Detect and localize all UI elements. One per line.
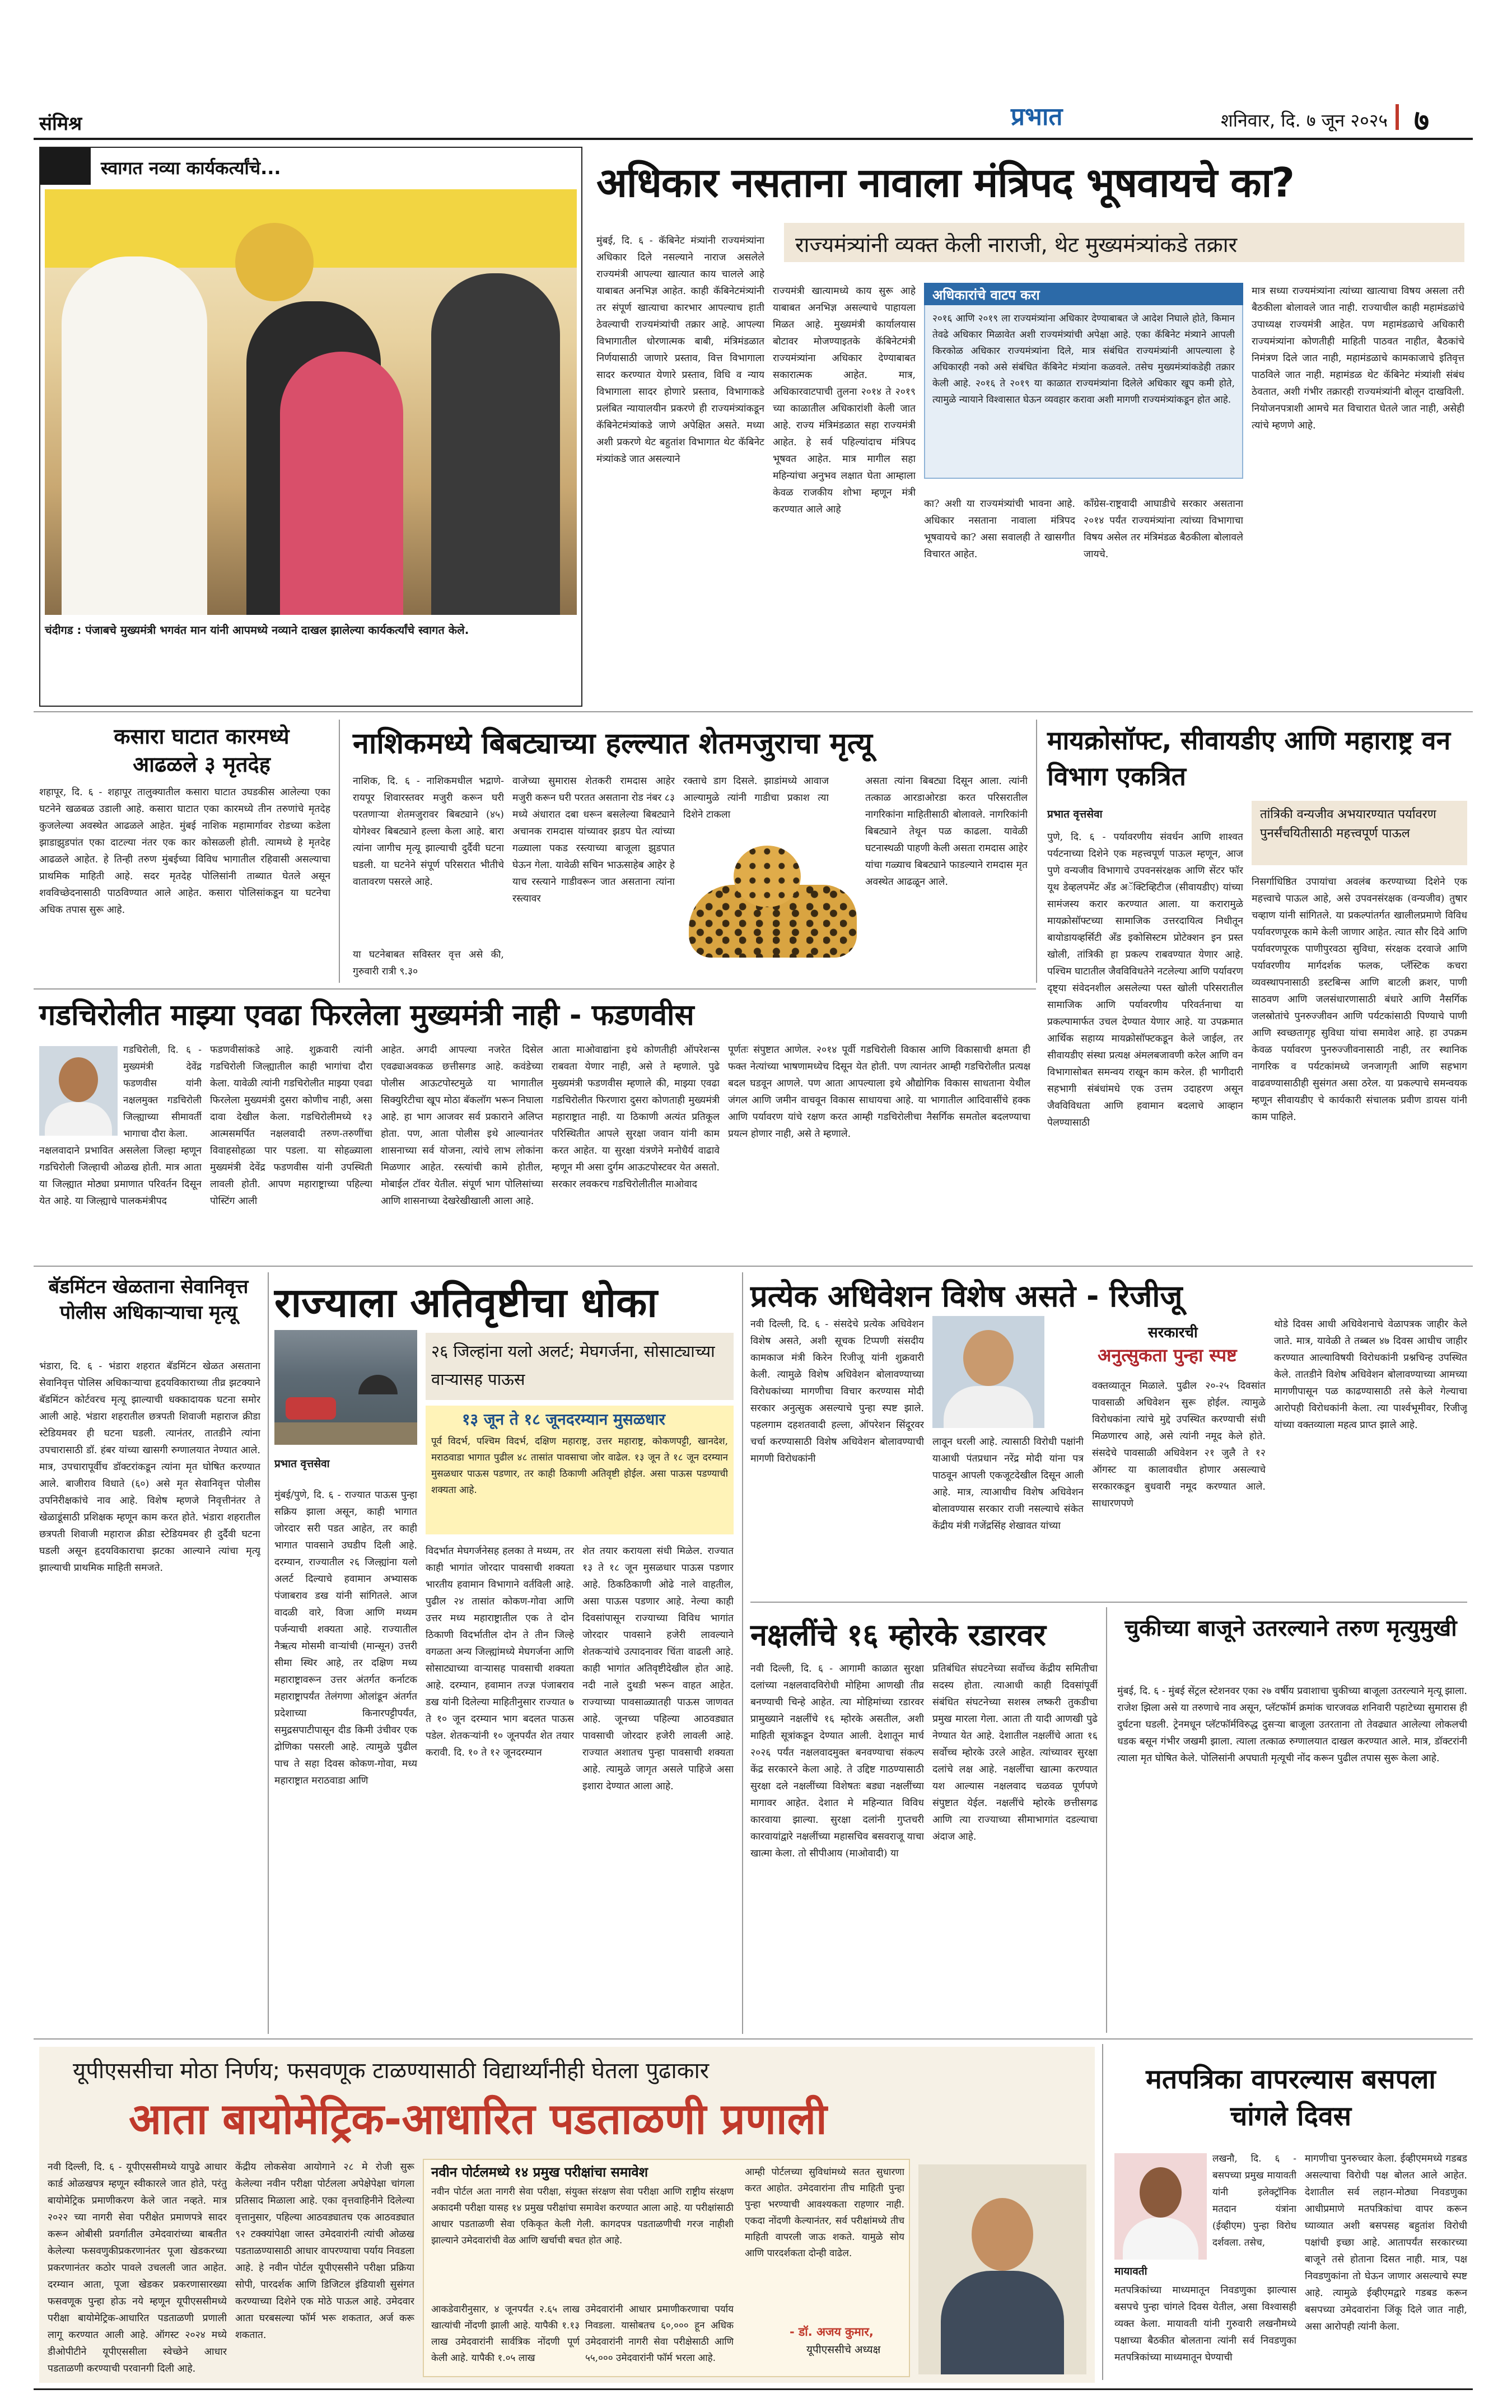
mayawati-caption: मायावती [1114,2265,1147,2278]
rijiju-col-2: लावून धरली आहे. त्यासाठी विरोधी पक्षांनी याआधी पंतप्रधान नरेंद्र मोदी यांना पत्र पाठवून आपली एकजूटदेखील दिसून आली आहे. मात्र, त्याआधीच विशेष अधिवेशन बोलावण्यास सरकार राजी नसल्याचे संकेत केंद्रीय मंत्री गजेंद्रसिंह शेखावत यांच्या [932,1436,1084,1532]
ballot-col-1-side: लखनौ, दि. ६ - बसपच्या प्रमुख मायावती यांनी इलेक्ट्रॉनिक मतदान यंत्रांना (ईव्हीएम) पुन्हा विरोध दर्शवला. तसेच, [1212,2153,1296,2248]
lead-headline: अधिकार नसताना नावाला मंत्रिपद भूषवायचे का? [596,159,1295,206]
gadchiroli-col-5: पूर्णतः संपुष्टात आणेल. २०१४ पूर्वी गडचिरोली विकास आणि विकासाची क्षमता ही फक्त नेत्यांच्या भाषणामध्येच दिसून येत होती. पण त्यानंतर आम्ही गडचिरोलीत प्रत्यक्ष बदल घडवून आणले. पण आता आपल्याला इथे औद्योगिक विकास साधताना येथील जंगल आणि जमीन वाचवून विकास साधायचा आहे. या भागातील आदिवासींचे हक्क आणि पर्यावरण यांचे रक्षण करत आम्ही गडचिरोलीचा नैसर्गिक समतोल बदलण्याचा प्रयत्न होणार नाही, असे ते म्हणाले. [728,1044,1030,1140]
gadchiroli-headline: गडचिरोलीत माझ्या एवढा फिरलेला मुख्यमंत्री नाही - फडणवीस [39,998,694,1032]
ajay-kumar-body [941,2271,1064,2374]
page-date: शनिवार, दि. ७ जून २०२५ [1221,110,1388,131]
gadchiroli-col-4: आता माओवाद्यांना इथे कोणतीही ऑपरेशन्स राबवता येणार नाही, असे ते म्हणाले. पुढे मुख्यमंत्री फडणवीस म्हणाले की, माझ्या एवढा गडचिरोलीत फिरणारा दुसरा कोणताही मुख्यमंत्री महाराष्ट्रात नाही. या ठिकाणी अत्यंत प्रतिकूल परिस्थितीत आपले सुरक्षा जवान यांनी काम करत आहेत. या सुरक्षा यंत्रणेने मनोधैर्य वाढावे म्हणून मी असा दुर्गम आऊटपोस्टवर येत असतो. सरकार लवकरच गडचिरोलीतील माओवाद [552,1044,720,1190]
leopard-col-4: असता त्यांना बिबट्या दिसून आला. त्यांनी तत्काळ आरडाओरडा करत परिसरातील नागरिकांना माहितीसाठी बोलावले. नागरिकांनी बिबट्याने तेथून पळ काढला. यावेळी घटनास्थळी पाहणी केली असता रामदास आहेर यांचा गळ्याच बिबट्याने फाडल्याने रामदास मृत अवस्थेत आढळून आले. [865,776,1028,888]
footer-rule [34,2388,1473,2390]
masthead-rule [34,138,1473,140]
rain-headline: राज्याला अतिवृष्टीचा धोका [274,1279,657,1326]
rijiju-col-3: वक्तव्यातून मिळाले. पुढील २०-२५ दिवसांत पावसाळी अधिवेशन सुरू होईल. त्यामुळे विरोधकांना त्यांचे मुद्दे उपस्थित करण्याची संधी मिळणारच आहे, असे त्यांनी नमूद केले होते. संसदेचे पावसाळी अधिवेशन २१ जुलै ते १२ ऑगस्ट या कालावधीत होणार असल्याचे सरकारकडून बुधवारी नमूद करण्यात आले. साधारणपणे [1092,1380,1266,1509]
leopard-head [734,846,801,907]
rijiju-body [944,1386,1033,1428]
rain-col-2: विदर्भात मेघगर्जनेसह हलका ते मध्यम, तर काही भागांत जोरदार पावसाची शक्यता भारतीय हवामान विभागाने वर्तविली आहे. पुढील २४ तासांत कोकण-गोवा आणि उत्तर मध्य महाराष्ट्रातील एक ते दोन ठिकाणी विदर्भातील दोन ते तीन जिल्हे वगळता अन्य जिल्ह्यांमध्ये मेघगर्जना आणि सोसाट्याच्या वाऱ्यासह पावसाची शक्यता आहे. दरम्यान, हवामान तज्ज्ञ पंजाबराव डख यांनी दिलेल्या माहितीनुसार राज्यात ७ ते १० जून दरम्यान भाग बदलत पाऊस पडेल. शेतकऱ्यांनी १० जूनपर्यंत शेत तयार करावी. दि. १० ते १२ जूनदरम्यान [426,1546,574,1758]
ajay-kumar-face [972,2198,1033,2271]
upsc-quote-title: यूपीएससीचे अध्यक्ष [806,2344,881,2356]
leopard-col-3: रक्ताचे डाग दिसले. झाडांमध्ये आवाज आल्यामुळे त्यांनी गाडीचा प्रकाश त्या दिशेने टाकला [683,776,829,820]
lead-col-1: मुंबई, दि. ६ - कॅबिनेट मंत्र्यांनी राज्यमंत्र्यांना अधिकार दिले नसल्याने नाराज असलेले राज्यमंत्री आपल्या खात्यात काय चालले आहे याबाबत अनभिज्ञ आहेत. काही कॅबिनेटमंत्र्यांनी तर संपूर्ण खात्याचा कारभार आपल्याच हाती ठेवल्याची राज्यमंत्र्यांची तक्रार आहे. आपल्या विभागातील धोरणात्मक बाबी, मंत्रिमंडळात निर्णयासाठी जाणारे प्रस्ताव, वित्त विभागाला सादर करण्यात येणारे प्रस्ताव, विधि व न्याय विभागाला सादर होणारे प्रस्ताव, विभागाकडे प्रलंबित न्यायालयीन प्रकरणे ही राज्यमंत्र्यांकडून कॅबिनेटमंत्र्यांकडे जाणे अपेक्षित असते. मध्या अशी प्रकरणे थेट बहुतांश विभागात थेट कॅबिनेट मंत्र्यांकडे जात असल्याने [596,235,764,465]
accident-headline: चुकीच्या बाजूने उतरल्याने तरुण मृत्युमुखी [1124,1616,1457,1641]
divider-v2 [1036,720,1037,983]
date-divider [1396,104,1399,130]
upsc-quote-name: - डॉ. अजय कुमार, [790,2325,874,2339]
section-label: संमिश्र [39,113,82,135]
naxal-col-2: प्रतिबंधित संघटनेच्या सर्वोच्च केंद्रीय समितीचा सदस्य होता. त्याआधी काही दिवसांपूर्वी संबंधित संघटनेच्या सशस्त्र लष्करी तुकडीचा प्रमुख मारला गेला. आता ती यादी आणखी पुढे नेण्यात येत आहे. देशातील नक्षलींचे आता १६ सर्वोच्च म्होरके उरले आहेत. त्यांच्यावर सुरक्षा दलांचे लक्ष आहे. नक्षलींचा खात्मा करण्यात यश आल्यास नक्षलवाद चळवळ पूर्णपणे संपुष्टात येईल. नक्षलींचे म्होरके छत्तीसगढ आणि त्या राज्याच्या सीमाभागांत दडल्याचा अंदाज आहे. [932,1663,1098,1842]
microsoft-col-2: निसर्गाधिष्ठित उपायांचा अवलंब करण्याच्या दिशेने एक महत्त्वाचे पाऊल आहे, असे उपवनसंरक्षक (वन्यजीव) तुषार चव्हाण यांनी सांगितले. या प्रकल्पांतर्गत खालीलप्रमाणे विविध पर्यावरणपूरक कामे केली जाणार आहेत. त्यात सौर दिवे आणि पर्यावरणपूरक पाणीपुरवठा सुविधा, संरक्षक दरवाजे आणि पर्यावरणीय मार्गदर्शक फलक, प्लॅस्टिक कचरा व्यवस्थापनासाठी डस्टबिन्स आणि बाटली क्रशर, पाणी साठवण आणि जलसंधारणासाठी बंधारे आणि नैसर्गिक जलस्रोतांचे पुनरुज्जीवन आणि पर्यटकांसाठी पिण्याचे पाणी आणि स्वच्छतागृह सुविधा यांचा समावेश आहे. हा उपक्रम केवळ पर्यावरण पुनरुज्जीवनासाठी नाही, तर स्थानिक नागरिक व पर्यटकांमध्ये जनजागृती आणि सहभाग वाढवण्यासाठीही सुसंगत असा ठरेल. या प्रकल्पाचे समन्वयक म्हणून सीवायडीए चे कार्यकारी संचालक प्रवीण डायस यांनी काम पाहिले. [1252,876,1467,1123]
rain-car-shape [286,1397,336,1420]
gadchiroli-col-2: फडणवीसांकडे आहे. शुक्रवारी त्यांनी गडचिरोली जिल्ह्यातील काही भागांचा दौरा केला. यावेळी त्यांनी गडचिरोलीत माझ्या एवढा फिरलेला मुख्यमंत्री दुसरा कोणीच नाही, असा दावा देखील केला. गडचिरोलीमध्ये १३ आत्मसमर्पित नक्षलवादी तरुण-तरुणींचा विवाहसोहळा पार पडला. या सोहळ्याला मुख्यमंत्री देवेंद्र फडणवीस यांनी उपस्थिती लावली होती. आपण महाराष्ट्राच्या पहिल्या पोस्टिंग आली [210,1044,372,1207]
rain-box-title: १३ जून ते १८ जूनदरम्यान मुसळधार [462,1410,665,1429]
kasara-body: शहापूर, दि. ६ - शहापूर तालुक्यातील कसारा घाटात उघडकीस आलेल्या एका घटनेने खळबळ उडाली आहे. कसारा घाटात एका कारमध्ये तीन तरुणांचे मृतदेह कुजलेल्या अवस्थेत आढळले आहेत. मुंबई नाशिक महामार्गावर रोडच्या कडेला झाडाझुडपांत एका दाटल्या नंतर एक कार कोसळली होती. त्यामध्ये हे मृतदेह आढळले आहेत. हे तिन्ही तरुण मुंबईच्या विविध भागातील रहिवासी असल्याचा प्राथमिक माहिती आहे. सदर मृतदेह पोलिसांनी ताब्यात घेतले असून शवविच्छेदनासाठी पाठविण्यात आले आहेत. कसारा पोलिसांकडून या घटनेचा अधिक तपास सुरू आहे. [39,787,330,916]
page-number: ७ [1414,104,1430,138]
divider-v1 [339,720,340,983]
rijiju-col-1: नवी दिल्ली, दि. ६ - संसदेचे प्रत्येक अधिवेशन विशेष असते, अशी सूचक टिप्पणी संसदीय कामकाज मंत्री किरेन रिजीजू यांनी शुक्रवारी केली. त्यामुळे विशेष अधिवेशन बोलावण्याच्या विरोधकांच्या मागणीचा विचार करण्यास मोदी सरकार अनुत्सुक असल्याचे पुन्हा स्पष्ट झाले. पहलगाम दहशतवादी हल्ला, ऑपरेशन सिंदूरवर चर्चा करण्यासाठी विशेष अधिवेशन बोलावण्याची मागणी विरोधकांनी [750,1319,924,1464]
fadnavis-face [59,1057,98,1102]
upsc-quote-photo [918,2164,1086,2374]
rain-byline: प्रभात वृत्तसेवा [274,1458,330,1470]
rijiju-col-4: थोडे दिवस आधी अधिवेशनाचे वेळापत्रक जाहीर केले जाते. मात्र, यावेळी ते तब्बल ४७ दिवस आधीच जाहीर करण्यात आल्याविषयी विरोधकांनी प्रश्नचिन्ह उपस्थित केले. तातडीने विशेष अधिवेशन बोलावण्याच्या आमच्या मागणीपासून पळ काढण्यासाठी तसे केले गेल्याचा आरोपही विरोधकांनी केला. त्या पार्श्वभूमीवर, रिजीजू यांच्या वक्तव्याला महत्व प्राप्त झाले आहे. [1274,1319,1467,1431]
figure-woman [280,352,403,615]
fadnavis-body [45,1102,112,1136]
mayawati-body [1123,2218,1198,2260]
divider-1 [34,711,1473,712]
upsc-headline: आता बायोमेट्रिक-आधारित पडताळणी प्रणाली [129,2094,827,2144]
figure-right [431,273,560,615]
lead-col-4: काँग्रेस-राष्ट्रवादी आघाडीचे सरकार असताना २०१४ पर्यंत राज्यमंत्र्यांना त्यांच्या विभागाचा विषय असेल तर मंत्रिमंडळ बैठकीला बोलावले जायचे. [1084,498,1243,560]
divider-v4 [742,1272,743,2034]
ballot-col-2: मागणीचा पुनरुच्चार केला. ईव्हीएममध्ये गडबड असल्याचा विरोधी पक्ष बोलत आले आहेत. देशातील सर्व लहान-मोठ्या निवडणुका आधीप्रमाणे मतपत्रिकांचा वापर करून घ्याव्यात अशी बसपसह बहुतांश विरोधी पक्षांची इच्छा आहे. आतापर्यंत सरकारच्या बाजूने तसे होताना दिसत नाही. मात्र, पक्ष निवडणुकांना तो घेऊन जाणार असल्याचे स्पष्ट आहे. त्यामुळे ईव्हीएमद्वारे गडबड करून बसपच्या उमेदवारांना जिंकू दिले जात नाही, असा आरोपही त्यांनी केला. [1305,2153,1467,2332]
rijiju-sub: अनुत्सुकता पुन्हा स्पष्ट [1098,1345,1237,1366]
badminton-headline: बॅडमिंटन खेळताना सेवानिवृत्त पोलीस अधिकाऱ्याचा मृत्यू [48,1276,249,1324]
upsc-box-text-2: आकडेवारीनुसार, ४ जूनपर्यंत २.६५ लाख खात्यांची नोंदणी झाली आहे. यापैकी १.१३ लाख उमेदवारांनी सार्वत्रिक नोंदणी पूर्ण केली आहे. यापैकी १.०५ लाख [431,2304,580,2364]
rain-sub: २६ जिल्हांना यलो अलर्ट; मेघगर्जना, सोसाट्याच्या वाऱ्यासह पाऊस [431,1342,715,1389]
lead-col-2: राज्यमंत्री खात्यामध्ये काय सुरू आहे याबाबत अनभिज्ञ असल्याचे पाहायला मिळत आहे. मुख्यमंत्री कार्यालयास बोटावर मोजण्याइतके कॅबिनेटमंत्री राज्यमंत्र्यांना अधिकार देण्याबाबत सकारात्मक आहेत. मात्र, अधिकारवाटपाची तुलना २०१४ ते २०१९ च्या काळातील अधिकारांशी केली जात आहे. राज्य मंत्रिमंडळात सहा राज्यमंत्री आहेत. हे सर्व पहिल्यांदाच मंत्रिपद भूषवत आहेत. मात्र मागील सहा महिन्यांचा अनुभव लक्षात घेता आम्हाला केवळ राजकीय शोभा म्हणून मंत्री करण्यात आले आहे [773,286,916,515]
leopard-col-1b: या घटनेबाबत सविस्तर वृत्त असे की, गुरुवारी रात्री ९.३० [353,949,504,977]
fadnavis-photo [39,1046,118,1136]
leopard-headline: नाशिकमध्ये बिबट्याच्या हल्ल्यात शेतमजुराचा मृत्यू [353,727,872,760]
leopard-col-2: वाजेच्या सुमारास शेतकरी रामदास आहेर मजुरी करून घरी परतत असताना रोड नंबर ८३ मध्ये अंधारात दबा धरून बसलेल्या बिबट्याने अचानक रामदास यांच्यावर झडप घेत त्यांच्या गळ्याला पकड रस्त्याच्या बाजूला झुडपात घेऊन गेला. यावेळी सचिन भाऊसाहेब आहेर हे याच रस्त्याने गाडीवरून जात असताना त्यांना रस्त्यावर [512,776,675,904]
rijiju-headline: प्रत्येक अधिवेशन विशेष असते - रिजीजू [750,1278,1183,1314]
upsc-col-1: नवी दिल्ली, दि. ६ - यूपीएससीमध्ये यापुढे आधार कार्ड ओळखपत्र म्हणून स्वीकारले जात होते, परंतु बायोमेट्रिक प्रमाणीकरण केले जात नव्हते. मात्र २०२२ च्या नागरी सेवा परीक्षेत प्रमाणपत्रे सादर करून ओबीसी प्रवर्गातील उमेदवारांच्या बाबतीत केलेल्या फसवणुकीप्रकरणानंतर पूजा खेडकरच्या प्रकरणानंतर कठोर पावले उचलली जात आहेत. दरम्यान आता, पूजा खेडकर प्रकरणासारख्या फसवणूक पुन्हा होऊ नये म्हणून यूपीएससीमध्ये परीक्षा बायोमेट्रिक-आधारित पडताळणी प्रणाली लागू करण्यात आली आहे. ऑगस्ट २०२४ मध्ये डीओपीटीने यूपीएससीला स्वेच्छेने आधार पडताळणी करण्याची परवानगी दिली आहे. [48,2162,227,2374]
microsoft-headline: मायक्रोसॉफ्ट, सीवायडीए आणि महाराष्ट्र वन विभाग एकत्रित [1047,725,1451,791]
divider-v5 [1106,1607,1107,2033]
gadchiroli-col-1b: नक्षलवादाने प्रभावित असलेला जिल्हा म्हणून गडचिरोली जिल्हाची ओळख होती. मात्र आता या जिल्ह्यात मोठ्या प्रमाणात परिवर्तन दिसून येत आहे. या जिल्ह्याचे पालकमंत्रीपद [39,1145,202,1207]
rain-box-text: पूर्व विदर्भ, पश्चिम विदर्भ, दक्षिण महाराष्ट्र, उत्तर महाराष्ट्र, कोकणपट्टी, खानदेश, मराठवाडा भागात पुढील ४८ तासांत पावसाचा जोर वाढेल. १३ जून ते १८ जून दरम्यान मुसळधार पाऊस पडणार, तर काही ठिकाणी अतिवृष्टी होईल. असा पाऊस पडण्याची शक्यता आहे. [431,1436,728,1496]
mayawati-photo [1114,2153,1207,2260]
divider-v6 [1102,2044,1103,2380]
divider-4 [750,1602,1467,1603]
rijiju-tag: सरकारची [1148,1324,1198,1341]
microsoft-tint-text: तांत्रिकी वन्यजीव अभयारण्यात पर्यावरण पुनर्संचयितीसाठी महत्त्वपूर्ण पाऊल [1260,808,1436,841]
leopard-col-1: नाशिक, दि. ६ - नाशिकमधील भद्राणे-रायपूर शिवारस्तवर मजुरी करून घरी परतणाऱ्या शेतमजुरावर बिबट्याने (४५) योगेश्वर बिबट्याने हल्ला केला आहे. बारा त्यांना जागीच मृत्यू झाल्याची दुर्दैवी घटना घडली. या घटनेने संपूर्ण परिसरात भीतीचे वातावरण पसरले आहे. [353,776,504,888]
upsc-box-text: नवीन पोर्टल अता नागरी सेवा परीक्षा, संयुक्त संरक्षण सेवा परीक्षा आणि राष्ट्रीय संरक्षण अकादमी परीक्षा यासह १४ प्रमुख परीक्षांचा समावेश करण्यात आला आहे. या परीक्षांसाठी आधार पडताळणी सेवा एकिकृत केली गेली. कागदपत्र पडताळणीची गरज नाहीशी झाल्याने उमेदवारांची वेळ आणि खर्चाची बचत होत आहे. [431,2186,734,2246]
lead-col-5: मात्र सध्या राज्यमंत्र्यांना त्यांच्या खात्याचा विषय असला तरी बैठकीला बोलावले जात नाही. राज्याचील काही महामंडळांचे उपाध्यक्ष राज्यमंत्री आहेत. पण महामंडळाचे अधिकारी राज्यमंत्र्यांना कोणतीही माहिती पाठवत नाहीत, बैठकांचे निमंत्रण दिले जात नाही, महामंडळाचे कामकाजाचे इतिवृत्त पाठविले जात नाही. महामंडळ थेट कॅबिनेट मंत्र्यांशी संबंध ठेवतात, अशी गंभीर तक्रारही राज्यमंत्र्यांनी बोलून दाखविली. नियोजनपत्राशी आमचे मत विचारात घेतले जात नाही, असेही त्यांचे म्हणणे आहे. [1252,286,1464,431]
upsc-tagline: यूपीएससीचा मोठा निर्णय; फसवणूक टाळण्यासाठी विद्यार्थ्यांनीही घेतला पुढाकार [73,2058,710,2084]
naxal-headline: नक्षलींचे १६ म्होरके रडारवर [750,1617,1046,1653]
turban-person [235,223,314,301]
naxal-col-1: नवी दिल्ली, दि. ६ - आगामी काळात सुरक्षा दलांच्या नक्षलवादविरोधी मोहिमा आणखी तीव्र बनण्याची चिन्हे आहेत. त्या मोहिमांच्या रडारवर प्रामुख्याने नक्षलींचे १६ म्होरके असतील, अशी माहिती सूत्रांकडून देण्यात आली. देशातून मार्च २०२६ पर्यंत नक्षलवादमुक्त बनवण्याचा संकल्प केंद्र सरकारने केला आहे. ते उद्दिष्ट गाठण्यासाठी सुरक्षा दले नक्षलींच्या विशेषतः बड्या नक्षलींच्या मागावर आहेत. देशात मे महिन्यात विविध कारवाया झाल्या. सुरक्षा दलांनी गुप्तचरी कारवायांद्वारे नक्षलींच्या महासचिव बसवराजू याचा खात्मा केला. तो सीपीआय (माओवादी) या [750,1663,924,1859]
ballot-col-1b: मतपत्रिकांच्या माध्यमातून निवडणुका झाल्यास बसपचे पुन्हा चांगले दिवस येतील, असा विश्वासही व्यक्त केला. मायावती यांनी गुरुवारी लखनौमध्ये पक्षाच्या बैठकीत बोलताना त्यांनी सर्व निवडणुका मतपत्रिकांच्या माध्यमातून घेण्याची [1114,2285,1296,2363]
gadchiroli-col-1-side: गडचिरोली, दि. ६ - मुख्यमंत्री देवेंद्र फडणवीस यांनी नक्षलमुक्त गडचिरोली जिल्ह्याच्या सीमावर्ती भागाचा दौरा केला. [123,1044,202,1140]
rijiju-photo [932,1316,1044,1428]
gadchiroli-col-3: आहेत. अगदी आपल्या नजरेत दिसेल एवढ्याअवकळ छत्तीसगड आहे. कवंडेच्या पोलीस आऊटपोस्टमुळे या भागातील सिक्युरिटीचा खूप मोठा बॅकलॉग भरून निघाला आहे. हा भाग आजवर सर्व प्रकाराने अलिप्त होता. पण, आता पोलीस इथे आल्यानंतर शासनाच्या सर्व योजना, त्यांचे लाभ लोकांना मिळणार आहेत. रस्त्यांची कामे होतील, मोबाईल टॉवर येतील. संपूर्ण भाग पोलिसांच्या आणि शासनाच्या देखरेखीखाली आला आहे. [381,1044,543,1207]
accident-body: मुंबई, दि. ६ - मुंबई सेंट्रल स्टेशनवर एका २७ वर्षीय प्रवाशाचा चुकीच्या बाजूला उतरल्याने मृत्यू झाला. राजेश झिला असे या तरुणाचे नाव असून, प्लॅटफॉर्म क्रमांक चारजवळ शनिवारी पहाटेच्या सुमारास ही दुर्घटना घडली. ट्रेनमधून प्लॅटफॉर्मविरुद्ध दुसऱ्या बाजूला उतरताना तो तेवढ्यात आलेल्या लोकलची धडक बसून गंभीर जखमी झाला. त्याला तत्काळ रुग्णालयात दाखल करण्यात आले. मात्र, डॉक्टरांनी त्याला मृत घोषित केले. पोलिसांनी अपघाती मृत्यूची नोंद करून पुढील तपास सुरू केला आहे. [1117,1686,1467,1764]
lead-subheadline: राज्यमंत्र्यांनी व्यक्त केली नाराजी, थेट मुख्यमंत्र्यांकडे तक्रार [795,232,1238,257]
lead-box-text: २०१६ आणि २०१९ ला राज्यमंत्र्यांना अधिकार देण्याबाबत जे आदेश निघाले होते, किमान तेवढे अधिकार मिळावेत अशी राज्यमंत्र्यांची अपेक्षा आहे. एका कॅबिनेट मंत्र्याने आपली किरकोळ अधिकार राज्यमंत्र्यांना दिले, मात्र संबंधित राज्यमंत्र्यांनी आपल्याला हे अधिकारही नको असे संबंधित कॅबिनेट मंत्र्यांना कळवले. तसेच मुख्यमंत्र्यांकडेही तक्रार केली आहे. २०१६ ते २०१९ या काळात राज्यमंत्र्यांना दिलेले अधिकार खूप कमी होते, त्यामुळे न्यायाने विश्वासात घेऊन व्यवहार करावा अशी मागणी राज्यमंत्र्यांकडून होत आहे. [932,313,1235,405]
photo-story-tag [40,148,91,185]
leopard-image [683,840,862,974]
ballot-headline: मतपत्रिका वापरल्यास बसपला चांगले दिवस [1146,2064,1436,2132]
photo-story-label: स्वागत नव्या कार्यकर्त्यांचे... [101,157,281,179]
badminton-body: भंडारा, दि. ६ - भंडारा शहरात बॅडमिंटन खेळत असताना सेवानिवृत्त पोलिस अधिकाऱ्याचा हृदयविकाराच्या तीव्र झटक्याने बॅडमिंटन कोर्टवरच मृत्यू झाल्याची धक्कादायक घटना समोर आली आहे. भंडारा शहरातील छत्रपती शिवाजी महाराज क्रीडा स्टेडियमवर ही घटना घडली. त्यानंतर, तातडीने त्यांना उपचारासाठी डॉ. हंबर यांच्या खासगी रुग्णालयात नेण्यात आले. मात्र, उपचारापूर्वीच डॉक्टरांकडून त्यांना मृत घोषित करण्यात आले. बाजीराव विधाते (६०) असे मृत सेवानिवृत्त पोलीस उपनिरीक्षकांचे नाव आहे. विशेष म्हणजे निवृत्तीनंतर ते खेळाडूंसाठी प्रशिक्षक म्हणून काम करत होते. भंडारा शहरातील छत्रपती शिवाजी महाराज क्रीडा स्टेडियमवर ही दुर्दैवी घटना घडली असून हृदयविकाराचा झटका आल्याने त्यांचा मृत्यू झाल्याची प्राथमिक माहिती समजते. [39,1361,260,1574]
upsc-box-title: नवीन पोर्टलमध्ये १४ प्रमुख परीक्षांचा समावेश [431,2164,648,2180]
brand-logo: प्रभात [1011,102,1063,131]
photo-story-image [45,189,577,615]
microsoft-byline: प्रभात वृत्तसेवा [1047,808,1103,820]
rain-image [274,1330,417,1445]
lead-col-3: का? अशी या राज्यमंत्र्यांची भावना आहे. अधिकार नसताना नावाला मंत्रिपद भूषवायचे का? असा सवालही ते खासगीत विचारत आहेत. [924,498,1075,560]
microsoft-col-1: पुणे, दि. ६ - पर्यावरणीय संवर्धन आणि शाश्वत पर्यटनाच्या दिशेने एक महत्त्वपूर्ण पाऊल म्हणून, आज पुणे वन्यजीव विभागाचे उपवनसंरक्षक आणि सेंटर फॉर यूथ डेव्हलपमेंट अँड अॅक्टिव्हिटीज (सीवायडीए) यांच्या सामंजस्य करार करण्यात आला. या करारामुळे मायक्रोसॉफ्टच्या सामाजिक उत्तरदायित्व निधीतून बायोडायव्हर्सिटी अँड इकोसिस्टम प्रोटेक्शन इन प्रस्त खोली, तांत्रिकी हा प्रकल्प राबवण्यात येणार आहे. पश्चिम घाटातील जैवविविधतेने नटलेल्या आणि पर्यावरण दृष्ट्या संवेदनशील असलेल्या पस्त खोली परिसरातील सामाजिक आणि पर्यावरणीय परिवर्तनाचा या प्रकल्पामार्फत उचल देण्यात येणार आहे. या उपक्रमात आर्थिक सहाय्य मायक्रोसॉफ्टकडून केले जाईल, तर सीवायडीए संस्था प्रत्यक्ष अंमलबजावणी करेल आणि वन विभागासोबत समन्वय राखून काम करेल. ही भागीदारी सहभागी संबंधांमधे एक उत्तम उदाहरण असून जैवविविधता आणि हवामान बदलाचे आव्हान पेलण्यासाठी [1047,832,1243,1128]
rain-water-shape [274,1422,417,1445]
kasara-headline: कसारा घाटात कारमध्ये आढळले ३ मृतदेह [114,724,290,777]
photo-story-caption: चंदीगड : पंजाबचे मुख्यमंत्री भगवंत मान यांनी आपमध्ये नव्याने दाखल झालेल्या कार्यकर्त्यांचे स्वागत केले. [45,623,469,637]
divider-v3 [268,1272,269,2034]
upsc-quote: आम्ही पोर्टलच्या सुविधांमध्ये सतत सुधारणा करत आहोत. उमेदवारांना तीच माहिती पुन्हा पुन्हा भरण्याची आवश्यकता राहणार नाही. एकदा नोंदणी केल्यानंतर, सर्व परीक्षांमध्ये तीच माहिती वापरली जाऊ शकते. यामुळे सोय आणि पारदर्शकता दोन्ही वाढेल. [745,2167,904,2259]
divider-5 [34,2038,1473,2040]
rain-umbrella-shape [358,1375,398,1394]
upsc-col-2: केंद्रीय लोकसेवा आयोगाने २८ मे रोजी सुरू केलेल्या नवीन परीक्षा पोर्टलला अपेक्षेपेक्षा चांगला प्रतिसाद मिळाला आहे. एका वृत्तवाहिनीने दिलेल्या वृत्तानुसार, पहिल्या आठवड्यातच एक आठवड्यात ९२ टक्क्यांपेक्षा जास्त उमेदवारांनी त्यांची ओळख पडताळण्यासाठी आधार वापरण्याचा पर्याय निवडला आहे. हे नवीन पोर्टल यूपीएससीने परीक्षा प्रक्रिया सोपी, पारदर्शक आणि डिजिटल इंडियाशी सुसंगत करण्याच्या दिशेने एक मोठे पाऊल आहे. उमेदवार आता घरबसल्या फॉर्म भरू शकतात, अर्ज करू शकतात. [235,2162,414,2341]
mayawati-face [1140,2167,1182,2218]
divider-2 [34,988,1036,990]
divider-3 [34,1266,1473,1267]
upsc-box-text-3: उमेदवारांनी आधार प्रमाणीकरणाचा पर्याय निवडला. यासोबतच ६०,००० हून अधिक उमेदवारांनी नागरी सेवा परीक्षेसाठी आणि ५५,००० उमेदवारांनी फॉर्म भरला आहे. [585,2304,734,2364]
rain-col-3: शेत तयार करायला संधी मिळेल. राज्यात १३ ते १८ जून मुसळधार पाऊस पडणार आहे. ठिकठिकाणी ओढे नाले वाहतील, असा पाऊस पडणार आहे. नेल्या काही दिवसांपासून राज्याच्या विविध भागांत जोरदार पावसाने हजेरी लावल्याने शेतकऱ्यांचे उत्पादनावर चिंता वाढली आहे. काही भागांत अतिवृष्टीदेखील होत आहे. नदी नाले दुथडी भरून वाहत आहेत. राज्याच्या पावसाळ्यातही पाऊस जाणवत आहे. जूनच्या पहिल्या आठवड्यात पावसाची जोरदार हजेरी लावली आहे. राज्यात अशातच पुन्हा पावसाची शक्यता आहे. त्यामुळे जागृत असले पाहिजे असा इशारा देण्यात आला आहे. [582,1546,734,1792]
rijiju-face [963,1330,1014,1386]
rain-col-1: मुंबई/पुणे, दि. ६ - राज्यात पाऊस पुन्हा सक्रिय झाला असून, काही भागात जोरदार सरी पडत आहेत, तर काही भागात पावसाने उघडीप दिली आहे. दरम्यान, राज्यातील २६ जिल्ह्यांना यलो अलर्ट दिल्याचे हवामान अभ्यासक पंजाबराव डख यांनी सांगितले. आज वादळी वारे, विजा आणि मध्यम पर्जन्याची शक्यता आहे. राज्यातील नैऋत्य मोसमी वाऱ्यांची (मान्सून) उत्तरी सीमा स्थिर आहे, तर दक्षिण मध्य महाराष्ट्रावरून उत्तर अंतर्गत कर्नाटक महाराष्ट्रापर्यंत तेलंगणा ओलांडून अंतर्गत प्रदेशाच्या किनारपट्टीपर्यंत, समुद्रसपाटीपासून दीड किमी उंचीवर एक द्रोणिका पसरली आहे. त्यामुळे पुढील पाच ते सहा दिवस कोकण-गोवा, मध्य महाराष्ट्रात मराठवाडा आणि [274,1490,417,1786]
lead-box-title: अधिकारांचे वाटप करा [932,287,1040,303]
figure-left [62,256,207,615]
